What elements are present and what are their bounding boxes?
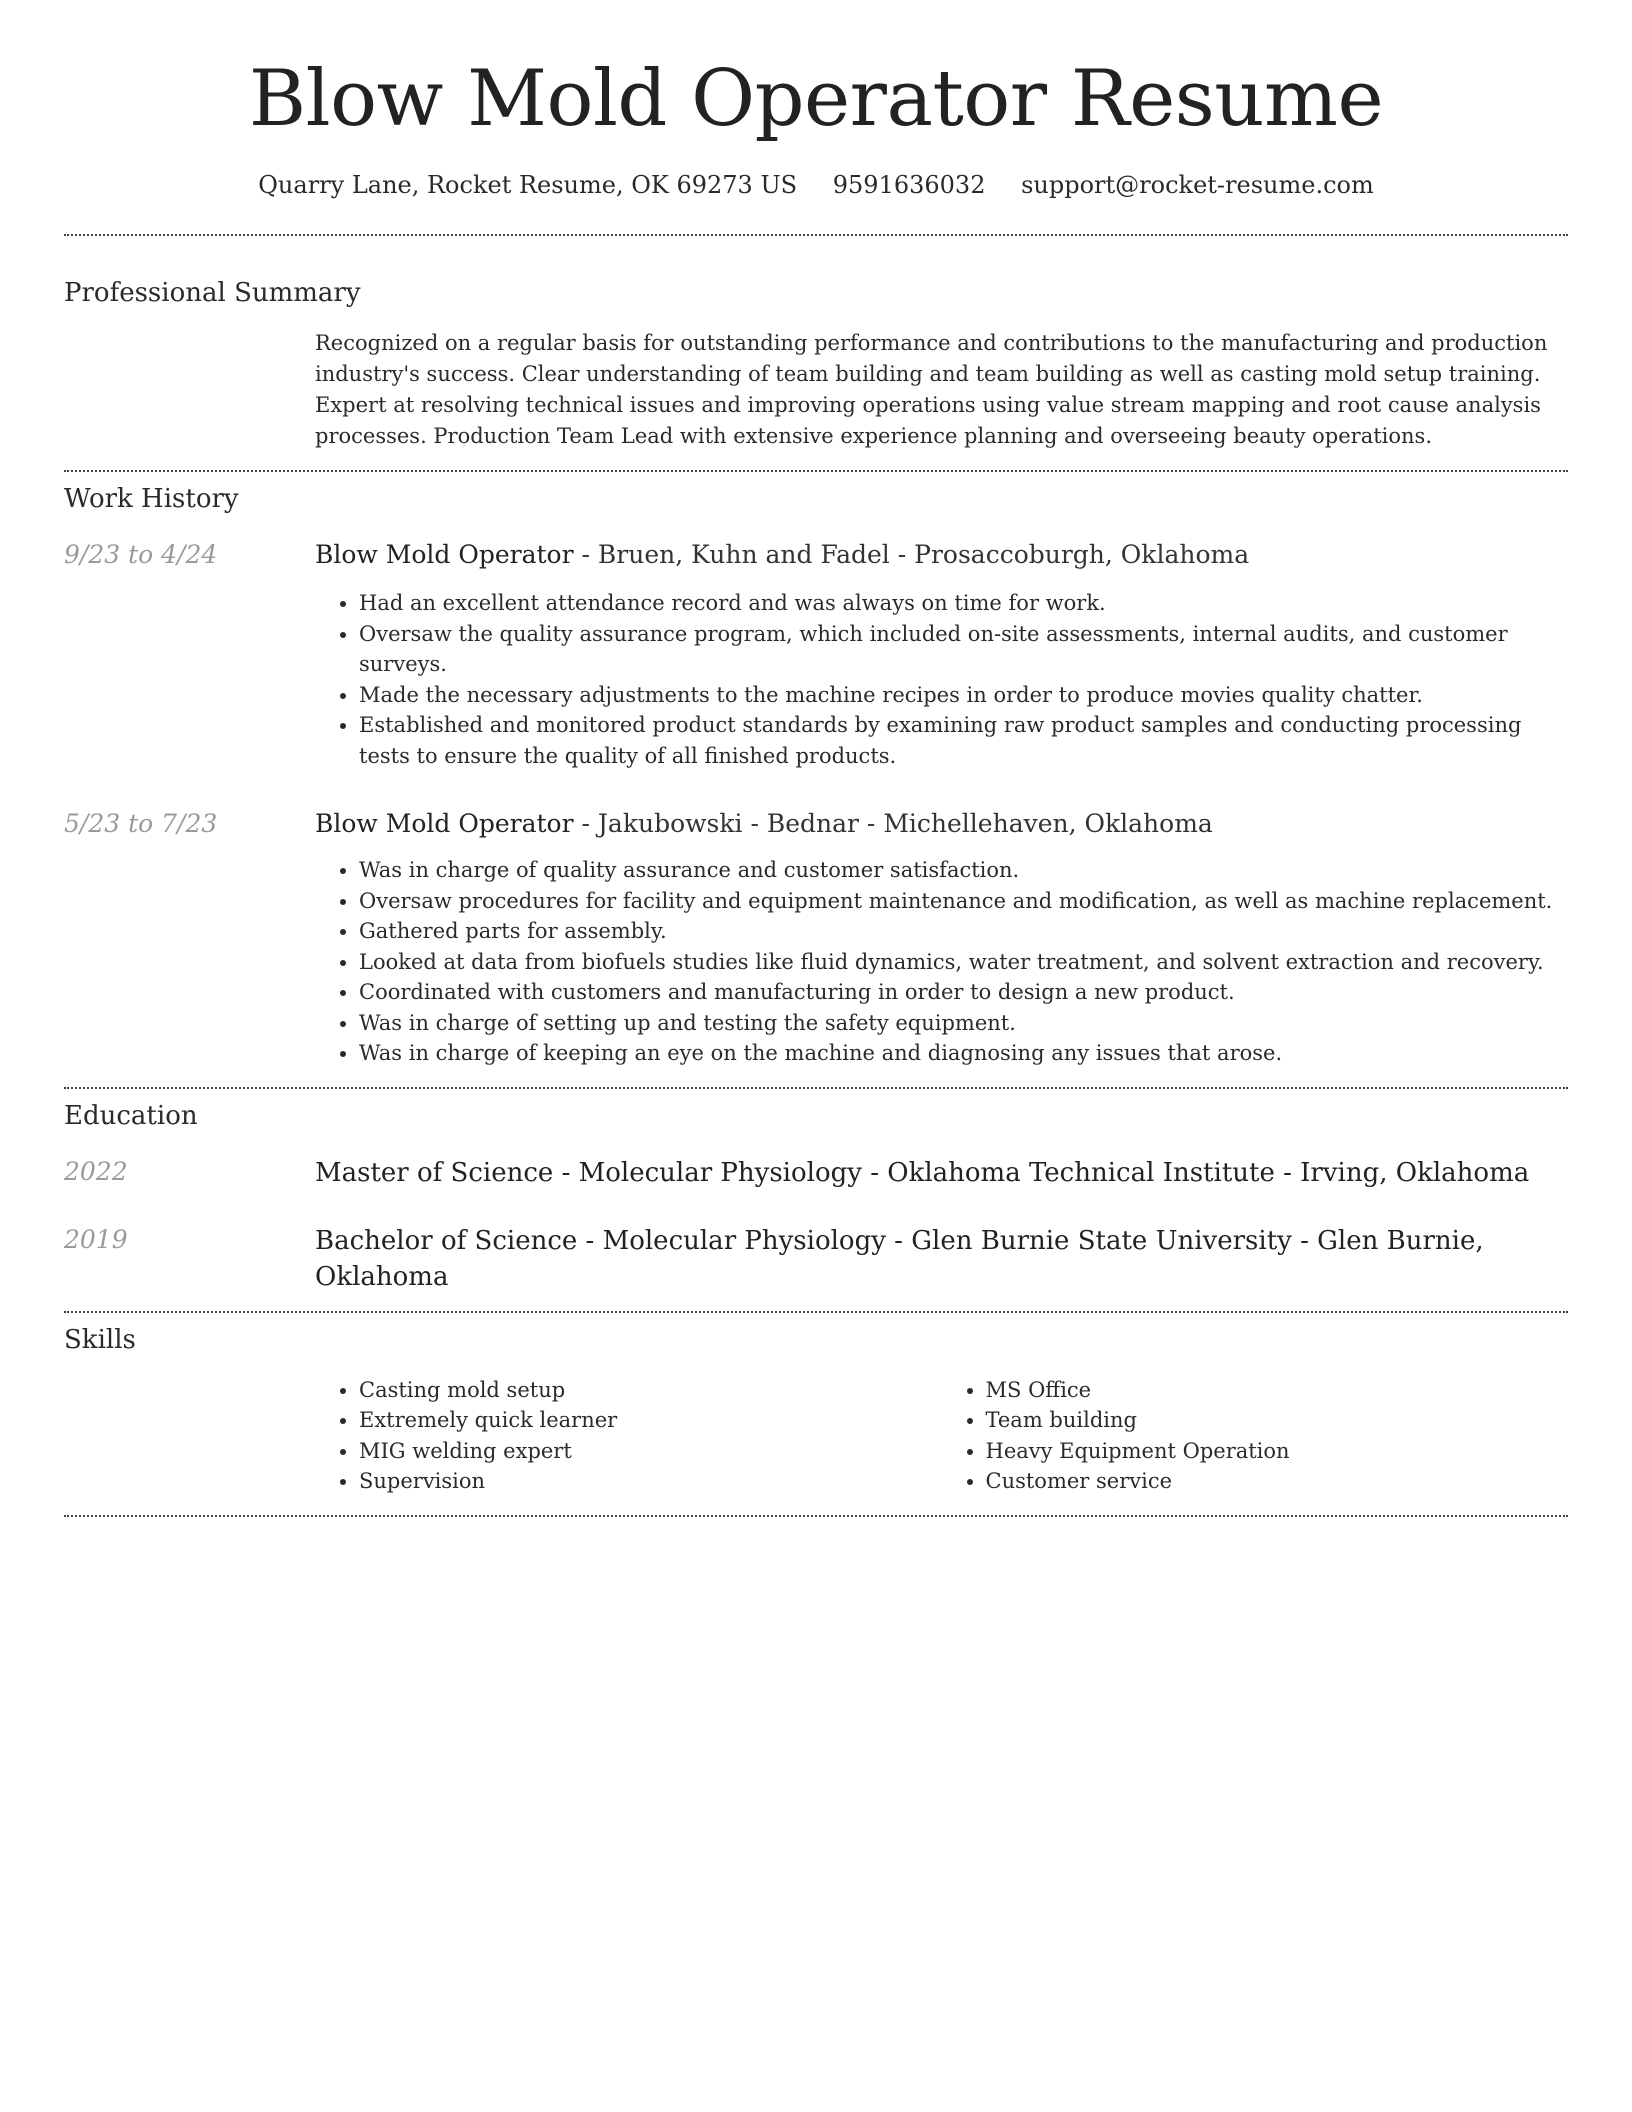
section-heading-skills: Skills — [64, 1324, 136, 1355]
job-entry — [64, 807, 1568, 1069]
school: - Glen Burnie State University - Glen Burnie, Oklahoma — [315, 1225, 1484, 1292]
list-item: • Coordinated with customers and manufacturing in order to design a new product. — [359, 977, 1568, 1008]
page-title: Blow Mold Operator Resume — [248, 54, 1384, 144]
school: - Oklahoma Technical Institute - Irving, Oklahoma — [861, 1157, 1530, 1188]
education-entry — [64, 1155, 1568, 1191]
degree: Bachelor of Science - Molecular Physiology — [315, 1225, 886, 1256]
job-title: Blow Mold Operator — [315, 809, 574, 838]
job-bullets — [315, 855, 1568, 1069]
job-entry — [64, 538, 1568, 771]
education-entry — [64, 1223, 1568, 1295]
skills-list-left — [315, 1375, 942, 1497]
job-company: - Jakubowski - Bednar - Michellehaven, Oklahoma — [573, 809, 1213, 838]
divider — [64, 234, 1568, 236]
skill-item: • MIG welding expert — [359, 1436, 942, 1467]
list-item: • Made the necessary adjustments to the machine recipes in order to produce movies quality chatter. — [359, 680, 1568, 711]
list-item: • Had an excellent attendance record and was always on time for work. — [359, 588, 1568, 619]
phone: 9591636032 — [832, 171, 986, 199]
list-item: • Oversaw procedures for facility and equipment maintenance and modification, as well as machine replacement. — [359, 886, 1568, 917]
list-item: • Was in charge of quality assurance and customer satisfaction. — [359, 855, 1568, 886]
section-heading-summary: Professional Summary — [64, 278, 361, 308]
divider — [64, 1515, 1568, 1517]
email: support@rocket-resume.com — [1021, 171, 1374, 199]
skill-item: • MS Office — [986, 1375, 1569, 1406]
section-heading-work-history: Work History — [64, 484, 239, 514]
job-company: - Bruen, Kuhn and Fadel - Prosaccoburgh, Oklahoma — [573, 540, 1250, 569]
skills-list-right — [942, 1375, 1569, 1497]
list-item: • Gathered parts for assembly. — [359, 916, 1568, 947]
skill-item: • Customer service — [986, 1466, 1569, 1497]
contact-info — [64, 168, 1568, 202]
job-bullets — [315, 588, 1568, 771]
list-item: • Looked at data from biofuels studies like fluid dynamics, water treatment, and solvent extraction and recovery. — [359, 947, 1568, 978]
divider — [64, 470, 1568, 472]
divider — [64, 1087, 1568, 1089]
list-item: • Was in charge of setting up and testing the safety equipment. — [359, 1008, 1568, 1039]
job-dates: 9/23 to 4/24 — [64, 540, 218, 569]
job-title-line — [315, 538, 1568, 572]
education-year: 2019 — [64, 1224, 128, 1254]
list-item: • Established and monitored product standards by examining raw product samples and conducting processing tests to ensure the quality of all finished products. — [359, 710, 1568, 771]
list-item: • Oversaw the quality assurance program, which included on-site assessments, internal audits, and customer surveys. — [359, 619, 1568, 680]
education-title-line — [315, 1155, 1568, 1191]
skill-item: • Heavy Equipment Operation — [986, 1436, 1569, 1467]
education-year: 2022 — [64, 1156, 128, 1186]
job-title: Blow Mold Operator — [315, 540, 574, 569]
skill-item: • Casting mold setup — [359, 1375, 942, 1406]
resume-page — [64, 0, 1568, 1517]
skill-item: • Extremely quick learner — [359, 1405, 942, 1436]
summary-text: Recognized on a regular basis for outstanding performance and contributions to the manufacturing and production industry's success. Clear understanding of team building and team building as well as casting mold setup training. Expert at resolving technical issues and improving operations using value stream mapping and root cause analysis processes. Production Team Lead with extensive experience planning and overseeing beauty operations. — [315, 331, 1548, 448]
job-dates: 5/23 to 7/23 — [64, 809, 218, 838]
education-title-line — [315, 1223, 1568, 1295]
address: Quarry Lane, Rocket Resume, OK 69273 US — [258, 171, 798, 199]
skill-item: • Supervision — [359, 1466, 942, 1497]
divider — [64, 1311, 1568, 1313]
section-heading-education: Education — [64, 1100, 198, 1131]
degree: Master of Science - Molecular Physiology — [315, 1157, 862, 1188]
job-title-line — [315, 807, 1568, 841]
list-item: • Was in charge of keeping an eye on the machine and diagnosing any issues that arose. — [359, 1038, 1568, 1069]
skill-item: • Team building — [986, 1405, 1569, 1436]
skills-columns — [315, 1375, 1568, 1497]
